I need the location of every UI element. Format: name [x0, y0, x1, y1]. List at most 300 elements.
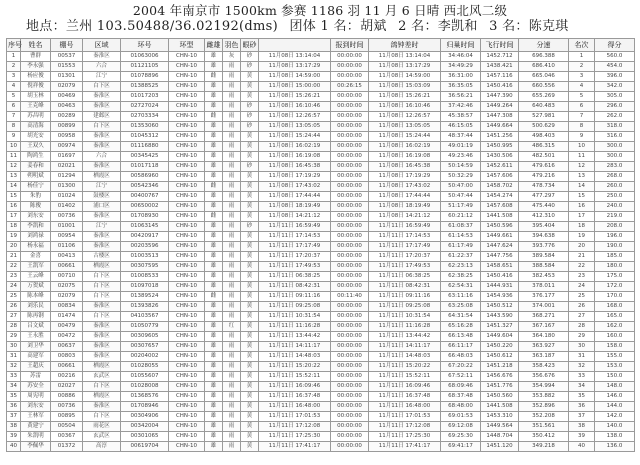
table-cell: 11月08日 13:17:29 [259, 62, 331, 72]
table-cell: 27 [7, 312, 21, 322]
table-cell: 00537 [51, 52, 83, 62]
table-cell: CHN-10 [169, 212, 205, 222]
table-cell: 雨 [223, 262, 241, 272]
table-row [7, 432, 635, 442]
table-cell: 479.216 [519, 172, 569, 182]
table-cell: 482.501 [519, 152, 569, 162]
table-cell: CHN-10 [169, 182, 205, 192]
table-cell: 1449.264 [481, 102, 519, 112]
table-cell: 395.404 [519, 222, 569, 232]
table-cell: 11月11日 17:41:17 [259, 442, 331, 452]
table-cell: 1451.776 [481, 382, 519, 392]
table-cell: 36:31:00 [441, 72, 481, 82]
table-cell: 11月08日 17:43:02 [369, 182, 441, 192]
table-cell: 25 [569, 292, 595, 302]
table-cell: 63:11:16 [441, 292, 481, 302]
table-cell: 00:00:00 [331, 132, 369, 142]
table-body [7, 52, 635, 452]
table-cell: 00:00:00 [331, 112, 369, 122]
table-cell: 刘卫华 [21, 342, 51, 352]
table-cell: 1451.327 [481, 322, 519, 332]
table-row [7, 72, 635, 82]
table-cell: 古楼区 [83, 252, 121, 262]
table-cell: 雨 [223, 442, 241, 452]
table-cell: 240.0 [595, 202, 635, 212]
table-cell: 1438.421 [481, 62, 519, 72]
table-cell: 1457.608 [481, 202, 519, 212]
table-cell: 352.208 [519, 412, 569, 422]
table-cell: 黄 [241, 242, 259, 252]
table-cell: 陈本峰 [21, 292, 51, 302]
table-cell: 16 [569, 202, 595, 212]
table-cell: 雄 [205, 382, 223, 392]
table-cell: 40 [7, 442, 21, 452]
table-cell: 黄 [241, 152, 259, 162]
table-cell: 11月11日 16:48:00 [259, 402, 331, 412]
table-cell: 283.0 [595, 162, 635, 172]
table-cell: 倪祥俊 [21, 82, 51, 92]
table-cell: 11月11日 16:59:49 [259, 222, 331, 232]
table-cell: 1453.310 [481, 412, 519, 422]
table-row [7, 252, 635, 262]
table-cell: 王永胜 [21, 332, 51, 342]
table-cell: 660.556 [519, 82, 569, 92]
table-cell: 00:00:00 [331, 122, 369, 132]
table-cell: 00710 [51, 272, 83, 282]
table-cell: 曹群 [21, 52, 51, 62]
table-cell: 雨 [223, 402, 241, 412]
table-cell: 雄 [205, 332, 223, 342]
table-cell: 4 [7, 82, 21, 92]
table-cell: 雄 [205, 312, 223, 322]
table-cell: 11月11日 08:42:31 [369, 282, 441, 292]
table-cell: 00958 [51, 132, 83, 142]
table-cell: 500.629 [519, 122, 569, 132]
table-cell: 1 [569, 52, 595, 62]
table-cell: 11月11日 17:14:53 [259, 232, 331, 242]
table-cell: CHN-10 [169, 222, 205, 232]
column-header: 序号 [7, 39, 21, 52]
table-cell: 146.0 [595, 392, 635, 402]
table-cell: 刘鸿禄 [21, 232, 51, 242]
table-cell: 00:00:00 [331, 442, 369, 452]
table-cell: 364.180 [519, 332, 569, 342]
table-row [7, 52, 635, 62]
table-cell: 62:54:31 [441, 282, 481, 292]
table-cell: 11月08日 14:59:00 [369, 72, 441, 82]
table-cell: 11月11日 09:25:08 [259, 302, 331, 312]
table-cell: CHN-10 [169, 62, 205, 72]
table-cell: 黄 [241, 312, 259, 322]
table-cell: 黄 [241, 72, 259, 82]
table-cell: 雨 [223, 62, 241, 72]
table-cell: 162.0 [595, 322, 635, 332]
column-header: 鸽钟差时 [369, 39, 441, 52]
table-cell: 11月08日 15:24:44 [259, 132, 331, 142]
table-cell: 11月08日 16:45:38 [259, 162, 331, 172]
table-cell: 11月11日 16:59:49 [369, 222, 441, 232]
table-cell: 砂 [241, 62, 259, 72]
table-cell: 38 [569, 422, 595, 432]
table-cell: 李佩华 [21, 442, 51, 452]
table-cell: 黄 [241, 292, 259, 302]
table-cell: 00:00:00 [331, 252, 369, 262]
table-cell: 雨 [223, 422, 241, 432]
table-cell: 00:00:00 [331, 412, 369, 422]
table-cell: 190.0 [595, 242, 635, 252]
table-cell: 11月08日 16:19:08 [369, 152, 441, 162]
document-title: 2004 年南京市 1500km 参赛 1186 羽 11 月 6 日晴 西北风二级 [132, 3, 508, 18]
table-cell: 姜春和 [21, 162, 51, 172]
table-cell: 00420917 [121, 232, 169, 242]
table-cell: 11月08日 13:05:05 [369, 122, 441, 132]
table-cell: 1450.560 [481, 392, 519, 402]
table-cell: 61:22:37 [441, 252, 481, 262]
table-cell: 雄 [205, 192, 223, 202]
table-cell: 00:00:00 [331, 72, 369, 82]
table-cell: 秦淮区 [83, 232, 121, 242]
table-cell: 万贺斌 [21, 282, 51, 292]
table-cell: 栖霞区 [83, 262, 121, 272]
table-cell: 69:12:08 [441, 422, 481, 432]
table-cell: 20 [7, 242, 21, 252]
table-cell: 雨 [223, 222, 241, 232]
table-cell: 65:16:28 [441, 322, 481, 332]
table-cell: 02727024 [121, 102, 169, 112]
table-cell: 雌 [205, 182, 223, 192]
table-cell: 350.412 [519, 432, 569, 442]
table-cell: 00899 [51, 122, 83, 132]
table-cell: 吕文斌 [21, 322, 51, 332]
table-cell: 31 [569, 352, 595, 362]
table-cell: 秦淮区 [83, 322, 121, 332]
table-cell: 雄 [205, 342, 223, 352]
table-cell: 144.0 [595, 402, 635, 412]
table-cell: 朱豹 [21, 192, 51, 202]
table-cell: 1 [7, 52, 21, 62]
table-cell: 01353060 [121, 122, 169, 132]
table-cell: 11月11日 06:38:25 [369, 272, 441, 282]
table-cell: 01389524 [121, 292, 169, 302]
table-cell: 11月11日 15:52:11 [369, 372, 441, 382]
table-cell: 11月08日 14:59:00 [259, 72, 331, 82]
table-cell: 11月11日 17:01:53 [259, 412, 331, 422]
table-cell: 雄 [205, 272, 223, 282]
table-cell: 雨 [223, 362, 241, 372]
table-cell: CHN-10 [169, 292, 205, 302]
table-cell: 24 [569, 282, 595, 292]
table-cell: 13 [569, 172, 595, 182]
table-cell: 24 [7, 282, 21, 292]
table-cell: 11月08日 12:26:57 [259, 112, 331, 122]
table-cell: 11月08日 18:19:49 [259, 202, 331, 212]
table-cell: 353.882 [519, 392, 569, 402]
table-cell: 00:00:00 [331, 422, 369, 432]
table-cell: 雨 [223, 392, 241, 402]
table-cell: 11月11日 17:20:37 [369, 252, 441, 262]
table-cell: 11 [7, 152, 21, 162]
table-cell: 雨 [223, 72, 241, 82]
table-cell: 351.561 [519, 422, 569, 432]
table-cell: 50:47:00 [441, 182, 481, 192]
table-cell: 秦淮区 [83, 162, 121, 172]
table-cell: 雄 [205, 252, 223, 262]
table-cell: 160.0 [595, 332, 635, 342]
table-cell: 雨 [223, 82, 241, 92]
table-cell: 374.001 [519, 302, 569, 312]
table-row [7, 212, 635, 222]
table-cell: 雨 [223, 272, 241, 282]
table-cell: 11月08日 13:05:05 [259, 122, 331, 132]
table-cell: 11月11日 09:25:08 [369, 302, 441, 312]
table-cell: 00:00:00 [331, 162, 369, 172]
table-cell: 8 [7, 122, 21, 132]
table-cell: 00472 [51, 332, 83, 342]
table-cell: 雨花区 [83, 422, 121, 432]
table-cell: 68:48:00 [441, 402, 481, 412]
table-row [7, 342, 635, 352]
table-cell: 雄 [205, 232, 223, 242]
table-cell: 39 [569, 432, 595, 442]
table-cell: 雨 [223, 132, 241, 142]
table-cell: 01121105 [121, 62, 169, 72]
table-cell: 雄 [205, 172, 223, 182]
table-cell: 雨 [223, 112, 241, 122]
table-cell: 秦淮区 [83, 332, 121, 342]
table-cell: 00:26:15 [331, 82, 369, 92]
table-cell: 29 [569, 332, 595, 342]
table-cell: CHN-10 [169, 442, 205, 452]
table-row [7, 302, 635, 312]
table-cell: 1451.256 [481, 132, 519, 142]
table-cell: 35 [7, 392, 21, 402]
table-cell: 9 [7, 132, 21, 142]
table-cell: 雄 [205, 442, 223, 452]
table-cell: 雨 [223, 242, 241, 252]
table-cell: 3 [7, 72, 21, 82]
table-cell: 15 [7, 192, 21, 202]
table-cell: 黄 [241, 332, 259, 342]
table-cell: 296.0 [595, 102, 635, 112]
table-cell: 11月08日 15:24:44 [369, 132, 441, 142]
table-cell: 37:42:46 [441, 102, 481, 112]
table-cell: 11月11日 14:48:03 [369, 352, 441, 362]
table-cell: 00974 [51, 142, 83, 152]
table-cell: 00342004 [121, 422, 169, 432]
table-cell: 灰 [223, 52, 241, 62]
table-cell: 00736 [51, 212, 83, 222]
table-cell: 黄 [241, 272, 259, 282]
table-cell: 砂 [241, 222, 259, 232]
table-cell: 王双久 [21, 142, 51, 152]
table-cell: 686.410 [519, 62, 569, 72]
table-cell: 354.994 [519, 382, 569, 392]
table-cell: 1450.512 [481, 302, 519, 312]
table-cell: 00345425 [121, 152, 169, 162]
table-cell: 23 [7, 272, 21, 282]
table-cell: 雄 [205, 242, 223, 252]
table-cell: 367.167 [519, 322, 569, 332]
table-cell: 朔明斌 [21, 172, 51, 182]
table-cell: 雨 [223, 152, 241, 162]
table-cell: 雨 [223, 202, 241, 212]
table-cell: 黄 [241, 412, 259, 422]
table-cell: 砂 [241, 112, 259, 122]
table-cell: 7 [7, 112, 21, 122]
table-cell: 11月11日 16:37:48 [369, 392, 441, 402]
table-cell: 11月08日 13:14:04 [259, 52, 331, 62]
table-cell: CHN-10 [169, 132, 205, 142]
table-cell: 01045312 [121, 132, 169, 142]
table-cell: 1456.676 [481, 372, 519, 382]
table-cell: 00:00:00 [331, 192, 369, 202]
table-cell: 33 [569, 372, 595, 382]
table-cell: 11月08日 15:03:09 [369, 82, 441, 92]
table-cell: 黄 [241, 262, 259, 272]
table-cell: 秦淮区 [83, 242, 121, 252]
table-cell: 49:23:46 [441, 152, 481, 162]
table-cell: 11月11日 15:52:11 [259, 372, 331, 382]
table-cell: 黄 [241, 202, 259, 212]
table-cell: 268.0 [595, 172, 635, 182]
table-cell: CHN-10 [169, 352, 205, 362]
table-cell: 雄 [205, 322, 223, 332]
table-cell: 00:00:00 [331, 202, 369, 212]
table-cell: 雨 [223, 252, 241, 262]
table-cell: 00:00:00 [331, 142, 369, 152]
column-header: 羽色 [223, 39, 241, 52]
table-cell: 黄 [241, 82, 259, 92]
table-cell: 382.453 [519, 272, 569, 282]
table-cell: CHN-10 [169, 122, 205, 132]
table-cell: 560.0 [595, 52, 635, 62]
table-cell: 00:00:00 [331, 362, 369, 372]
table-cell: 11月11日 17:12:08 [369, 422, 441, 432]
table-cell: 50:14:59 [441, 162, 481, 172]
table-cell: 62:23:13 [441, 262, 481, 272]
table-cell: 02027 [51, 382, 83, 392]
table-row [7, 172, 635, 182]
table-cell: 153.0 [595, 362, 635, 372]
table-cell: 1457.116 [481, 72, 519, 82]
table-row [7, 332, 635, 342]
table-cell: 雨 [223, 382, 241, 392]
table-cell: 665.046 [519, 72, 569, 82]
table-cell: 1457.606 [481, 172, 519, 182]
table-cell: 陈再钢 [21, 312, 51, 322]
table-cell: 雄 [205, 152, 223, 162]
table-cell: 00203596 [121, 242, 169, 252]
table-cell: 20 [569, 242, 595, 252]
table-cell: 185.0 [595, 252, 635, 262]
table-cell: 雄 [205, 102, 223, 112]
table-cell: 黄 [241, 252, 259, 262]
table-cell: 秦淮区 [83, 352, 121, 362]
column-header: 环号 [121, 39, 169, 52]
table-cell: 李凯和 [21, 222, 51, 232]
table-cell: 11月11日 14:11:17 [369, 342, 441, 352]
table-cell: 11月08日 17:19:29 [259, 172, 331, 182]
table-cell: 11月11日 13:44:42 [259, 332, 331, 342]
table-cell: 01063006 [121, 52, 169, 62]
table-cell: 雨 [223, 192, 241, 202]
table-cell: 01106 [51, 242, 83, 252]
table-row [7, 152, 635, 162]
table-cell: CHN-10 [169, 402, 205, 412]
table-cell: 六合 [83, 62, 121, 72]
table-cell: 雄 [205, 202, 223, 212]
table-cell: 21 [569, 252, 595, 262]
table-cell: 68:37:48 [441, 392, 481, 402]
table-cell: 00301065 [121, 432, 169, 442]
table-cell: CHN-10 [169, 432, 205, 442]
table-cell: 45:38:57 [441, 112, 481, 122]
table-cell: 刘东安 [21, 402, 51, 412]
table-cell: 22 [7, 262, 21, 272]
table-cell: 黄 [241, 232, 259, 242]
table-cell: 11月11日 10:31:54 [259, 312, 331, 322]
table-cell: 00504 [51, 422, 83, 432]
table-cell: 01028008 [121, 382, 169, 392]
table-cell: 11月11日 17:49:53 [369, 262, 441, 272]
table-row [7, 442, 635, 452]
table-cell: 11月11日 17:17:49 [369, 242, 441, 252]
table-cell: 01017203 [121, 92, 169, 102]
table-cell: 00886 [51, 392, 83, 402]
table-cell: 1447.756 [481, 252, 519, 262]
table-cell: CHN-10 [169, 312, 205, 322]
table-cell: 黄 [241, 172, 259, 182]
column-header: 得分 [595, 39, 635, 52]
table-cell: 318.0 [595, 122, 635, 132]
table-cell: 黄 [241, 352, 259, 362]
table-cell: 00307595 [121, 262, 169, 272]
table-row [7, 202, 635, 212]
table-cell: 8 [569, 122, 595, 132]
table-cell: 61:08:37 [441, 222, 481, 232]
table-cell: 172.0 [595, 282, 635, 292]
table-cell: 白下区 [83, 82, 121, 92]
table-cell: 胡玉林 [21, 92, 51, 102]
table-cell: 11月11日 17:49:53 [259, 262, 331, 272]
table-cell: 00:00:00 [331, 402, 369, 412]
table-cell: 486.315 [519, 142, 569, 152]
table-cell: 1444.931 [481, 282, 519, 292]
table-cell: 00:00:00 [331, 102, 369, 112]
table-row [7, 162, 635, 172]
table-cell: 00:00:00 [331, 372, 369, 382]
table-cell: CHN-10 [169, 262, 205, 272]
column-header: 区域 [83, 39, 121, 52]
table-cell: CHN-10 [169, 392, 205, 402]
table-row [7, 392, 635, 402]
table-cell: 11月11日 17:41:17 [369, 442, 441, 452]
table-cell: 11月08日 13:17:29 [369, 62, 441, 72]
table-cell: 00413 [51, 252, 83, 262]
table-cell: CHN-10 [169, 332, 205, 342]
table-cell: 394.638 [519, 232, 569, 242]
column-header: 归巢时间 [441, 39, 481, 52]
table-cell: 219.0 [595, 212, 635, 222]
table-cell: 61:17:49 [441, 242, 481, 252]
table-cell: 雨 [223, 212, 241, 222]
table-cell: 胡光安 [21, 132, 51, 142]
table-cell: 69:01:53 [441, 412, 481, 422]
table-cell: 黄 [241, 342, 259, 352]
table-cell: 雨 [223, 312, 241, 322]
table-cell: 356.676 [519, 372, 569, 382]
table-cell: 11月11日 13:44:42 [369, 332, 441, 342]
